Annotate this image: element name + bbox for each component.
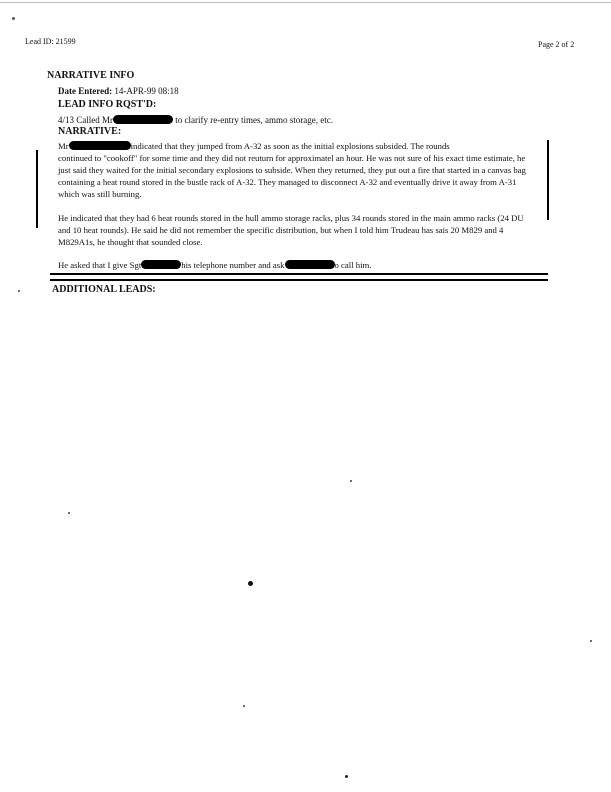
redaction-bar: [113, 115, 173, 124]
scan-speck: [12, 17, 15, 20]
redaction-bar: [69, 141, 131, 150]
scan-speck: [18, 290, 20, 292]
scan-speck: [350, 480, 352, 482]
p3-part1: He asked that I give Sgt: [58, 260, 142, 270]
divider-rule-top: [50, 273, 548, 275]
redaction-bar: [285, 260, 335, 269]
scan-speck: [243, 705, 245, 707]
narrative-paragraph-3: [58, 259, 371, 271]
narrative-title: NARRATIVE:: [58, 126, 122, 137]
lead-info-prefix: 4/13 Called Mr: [58, 115, 113, 125]
p1-prefix: Mr: [58, 141, 69, 151]
page-number: Page 2 of 2: [538, 40, 575, 49]
scan-speck: [590, 640, 592, 642]
p3-part3: o call him.: [334, 260, 372, 270]
scan-speck: [248, 581, 253, 586]
narrative-paragraph-2: He indicated that they had 6 heat rounds stored in the hull ammo storage racks, plus 34 rounds stored in the main ammo racks (24 DU and 10 heat rounds). He said he did not remember the specific distribution, but when I told him Trudeau has sais 20 M829 and 4 M829A1s, he thought that sounded close.: [58, 213, 524, 247]
additional-leads-title: ADDITIONAL LEADS:: [52, 284, 156, 295]
narrative-paragraph-1: [58, 140, 528, 200]
date-entered: [58, 85, 179, 97]
date-entered-value: 14-APR-99 08:18: [114, 86, 179, 96]
lead-info-title: LEAD INFO RQST'D:: [58, 99, 157, 110]
p1-line1: indicated that they jumped from A-32 as soon as the initial explosions subsided. The rounds: [130, 141, 450, 151]
left-change-bar: [36, 150, 38, 228]
p3-part2: his telephone number and ask: [181, 260, 285, 270]
lead-info-suffix: to clarify re-entry times, ammo storage, etc.: [175, 115, 333, 125]
lead-id: Lead ID: 21599: [25, 37, 76, 46]
scan-speck: [68, 512, 70, 514]
scan-speck: [345, 775, 348, 778]
top-scan-line: [0, 2, 611, 3]
p1-rest: continued to "cookoff" for some time and they did not reuturn for approximatel an hour. He was not sure of his exact time estimate, he just said they waited for the initial secondary explosions to subside. When they returned, they put out a fire that started in a canvas bag containing a heat round stored in the bustle rack of A-32. They managed to disconnect A-32 and eventually drive it away from A-31 which was still burning.: [58, 153, 526, 199]
lead-info-line: [58, 114, 333, 126]
date-entered-label: Date Entered:: [58, 86, 113, 96]
narrative-info-title: NARRATIVE INFO: [47, 70, 135, 81]
divider-rule-bottom: [50, 279, 548, 281]
right-change-bar: [547, 140, 549, 220]
redaction-bar: [141, 260, 181, 269]
